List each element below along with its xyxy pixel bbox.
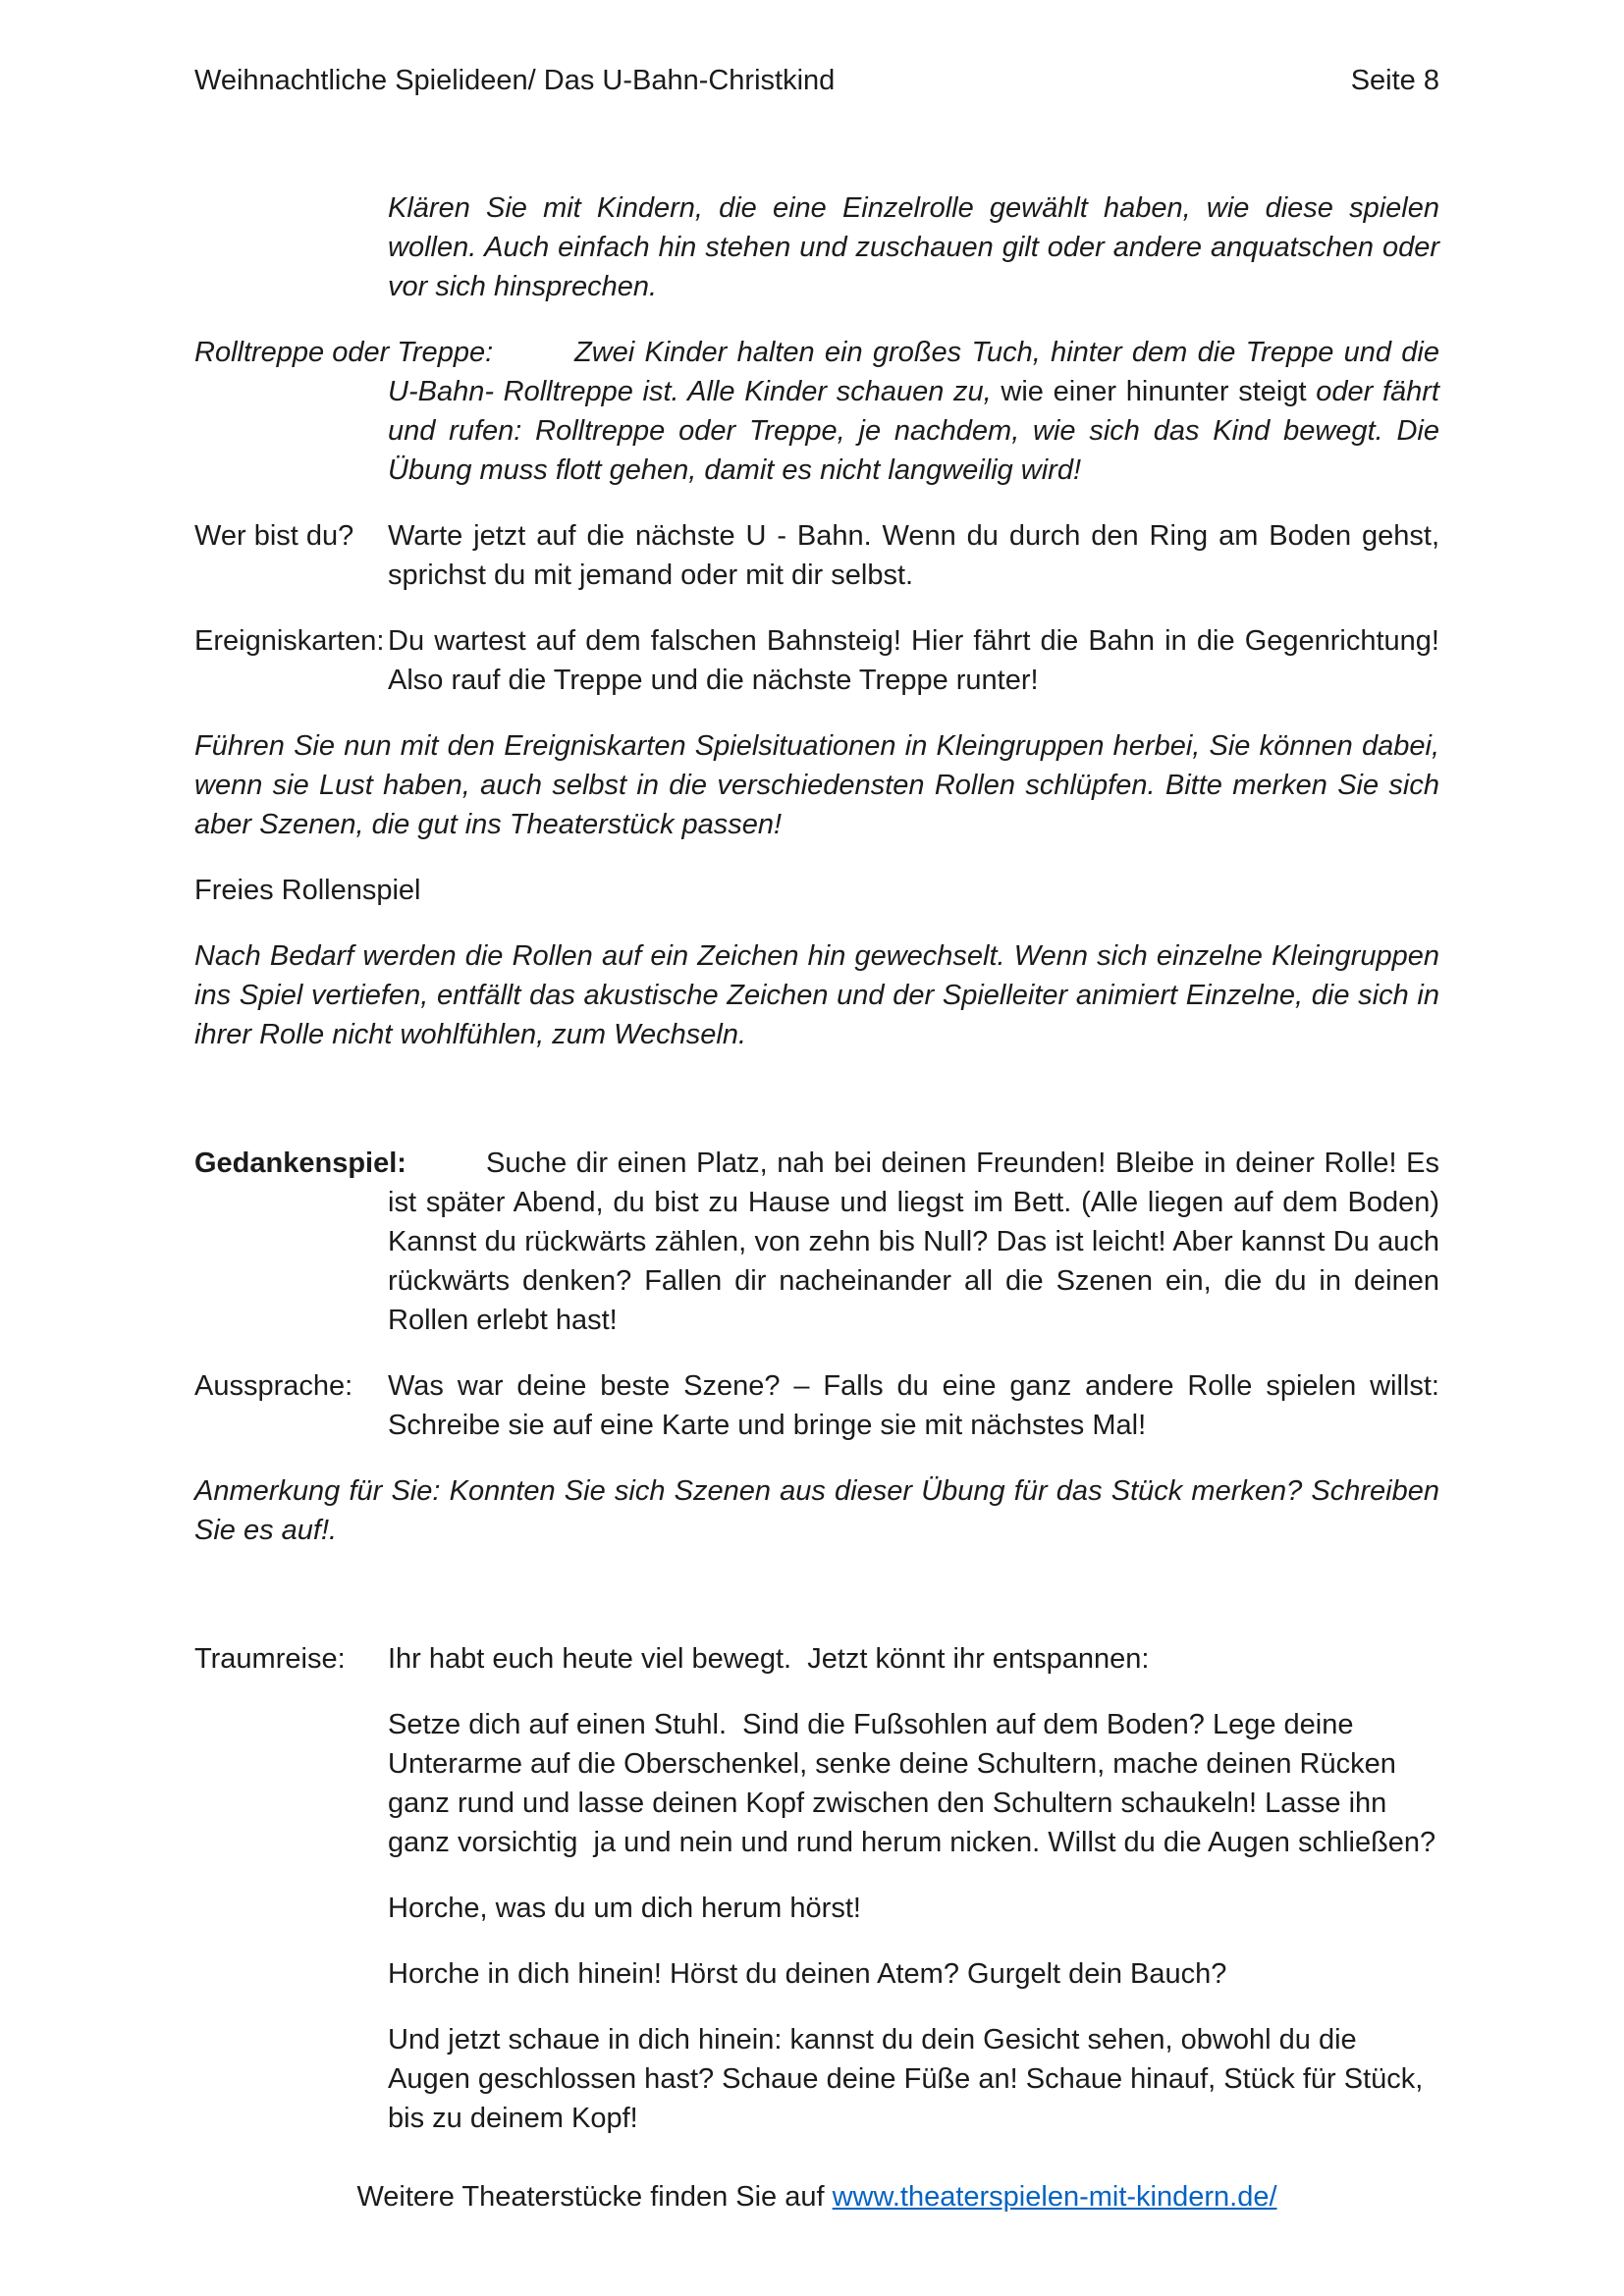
section-label: Rolltreppe oder Treppe: bbox=[194, 337, 494, 368]
text-run: Was war deine beste Szene? – Falls du eine ganz andere Rolle spielen willst: Schreibe sie auf eine Karte und bringe sie mit nächstes Mal! bbox=[388, 1370, 1439, 1441]
traumreise-horchen-1 bbox=[388, 1889, 1439, 1928]
heading-freies-rollenspiel bbox=[194, 871, 1439, 910]
text-run: Horche, was du um dich herum hörst! bbox=[388, 1893, 861, 1924]
section-label: Ereigniskarten: bbox=[194, 625, 385, 657]
text-run: Freies Rollenspiel bbox=[194, 875, 421, 906]
text-run: oder fährt und rufen: Rolltreppe oder Treppe, je nachdem, wie sich das Kind bewegt. Die Übung muss flott gehen, damit es nicht langweilig wird! bbox=[388, 376, 1439, 486]
page-header bbox=[194, 61, 1439, 100]
text-run: wie einer hinunter steigt bbox=[991, 376, 1317, 407]
text-run: Horche in dich hinein! Hörst du deinen Atem? Gurgelt dein Bauch? bbox=[388, 1958, 1227, 1990]
page-footer bbox=[194, 2177, 1439, 2216]
page-number: Seite 8 bbox=[1350, 65, 1439, 96]
text-run: Anmerkung für Sie: Konnten Sie sich Szenen aus dieser Übung für das Stück merken? Schreiben Sie es auf!. bbox=[194, 1475, 1439, 1546]
vertical-gap-2 bbox=[194, 1576, 1439, 1639]
section-label: Gedankenspiel: bbox=[194, 1148, 406, 1179]
traumreise-schauen bbox=[388, 2020, 1439, 2138]
text-run: Warte jetzt auf die nächste U - Bahn. Wenn du durch den Ring am Boden gehst, sprichst du mit jemand oder mit dir selbst. bbox=[388, 520, 1439, 591]
page-content bbox=[194, 61, 1439, 2164]
content-blocks bbox=[194, 188, 1439, 2138]
section-label: Wer bist du? bbox=[194, 520, 354, 552]
traumreise-anleitung bbox=[388, 1705, 1439, 1862]
footer-link[interactable]: www.theaterspielen-mit-kindern.de/ bbox=[832, 2181, 1277, 2213]
vertical-gap-1 bbox=[194, 1081, 1439, 1144]
text-run: Zwei Kinder halten ein großes Tuch, hinter dem die Treppe und die U-Bahn- Rolltreppe ist. Alle Kinder schauen zu, bbox=[388, 337, 1439, 407]
section-rolltreppe-oder-treppe bbox=[194, 333, 1439, 490]
text-run: Klären Sie mit Kindern, die eine Einzelrolle gewählt haben, wie diese spielen wollen. Auch einfach hin stehen und zuschauen gilt oder andere anquatschen oder vor sich hinsprechen. bbox=[388, 192, 1439, 302]
document-title: Weihnachtliche Spielideen/ Das U-Bahn-Christkind bbox=[194, 65, 836, 96]
text-run: Nach Bedarf werden die Rollen auf ein Zeichen hin gewechselt. Wenn sich einzelne Kleingruppen ins Spiel vertiefen, entfällt das akustische Zeichen und der Spielleiter animiert Einzelne, die sich in ihrer Rolle nicht wohlfühlen, zum Wechseln. bbox=[194, 940, 1439, 1050]
section-gedankenspiel bbox=[194, 1144, 1439, 1340]
traumreise-horchen-2 bbox=[388, 1954, 1439, 1994]
section-label: Traumreise: bbox=[194, 1643, 346, 1675]
section-wer-bist-du bbox=[194, 516, 1439, 595]
text-run: Setze dich auf einen Stuhl. Sind die Fußsohlen auf dem Boden? Lege deine Unterarme auf die Oberschenkel, senke deine Schultern, mache deinen Rücken ganz rund und lasse deinen Kopf zwischen den Schultern schaukeln! Lasse ihn ganz vorsichtig ja und nein und rund herum nicken. Willst du die Augen schließen? bbox=[388, 1709, 1436, 1858]
section-label: Aussprache: bbox=[194, 1370, 353, 1402]
text-run: Du wartest auf dem falschen Bahnsteig! Hier fährt die Bahn in die Gegenrichtung! Also rauf die Treppe und die nächste Treppe runter! bbox=[388, 625, 1439, 696]
text-run: Und jetzt schaue in dich hinein: kannst du dein Gesicht sehen, obwohl du die Augen geschlossen hast? Schaue deine Füße an! Schaue hinauf, Stück für Stück, bis zu deinem Kopf! bbox=[388, 2024, 1432, 2134]
section-ereigniskarten bbox=[194, 621, 1439, 700]
text-run: Suche dir einen Platz, nah bei deinen Freunden! Bleibe in deiner Rolle! Es ist später Abend, du bist zu Hause und liegst im Bett. (Alle liegen auf dem Boden) Kannst du rückwärts zählen, von zehn bis Null? Das ist leicht! Aber kannst Du auch rückwärts denken? Fallen dir nacheinander all die Szenen ein, die du in deinen Rollen erlebt hast! bbox=[388, 1148, 1439, 1336]
text-run: Ihr habt euch heute viel bewegt. Jetzt könnt ihr entspannen: bbox=[388, 1643, 1150, 1675]
note-rollenwechsel bbox=[194, 936, 1439, 1054]
intro-note bbox=[388, 188, 1439, 306]
section-traumreise bbox=[194, 1639, 1439, 1679]
footer-text: Weitere Theaterstücke finden Sie auf bbox=[356, 2181, 833, 2213]
text-run: Führen Sie nun mit den Ereigniskarten Spielsituationen in Kleingruppen herbei, Sie können dabei, wenn sie Lust haben, auch selbst in die verschiedensten Rollen schlüpfen. Bitte merken Sie sich aber Szenen, die gut ins Theaterstück passen! bbox=[194, 730, 1439, 840]
section-aussprache bbox=[194, 1366, 1439, 1445]
note-ereigniskarten-hinweis bbox=[194, 726, 1439, 844]
note-anmerkung bbox=[194, 1471, 1439, 1550]
